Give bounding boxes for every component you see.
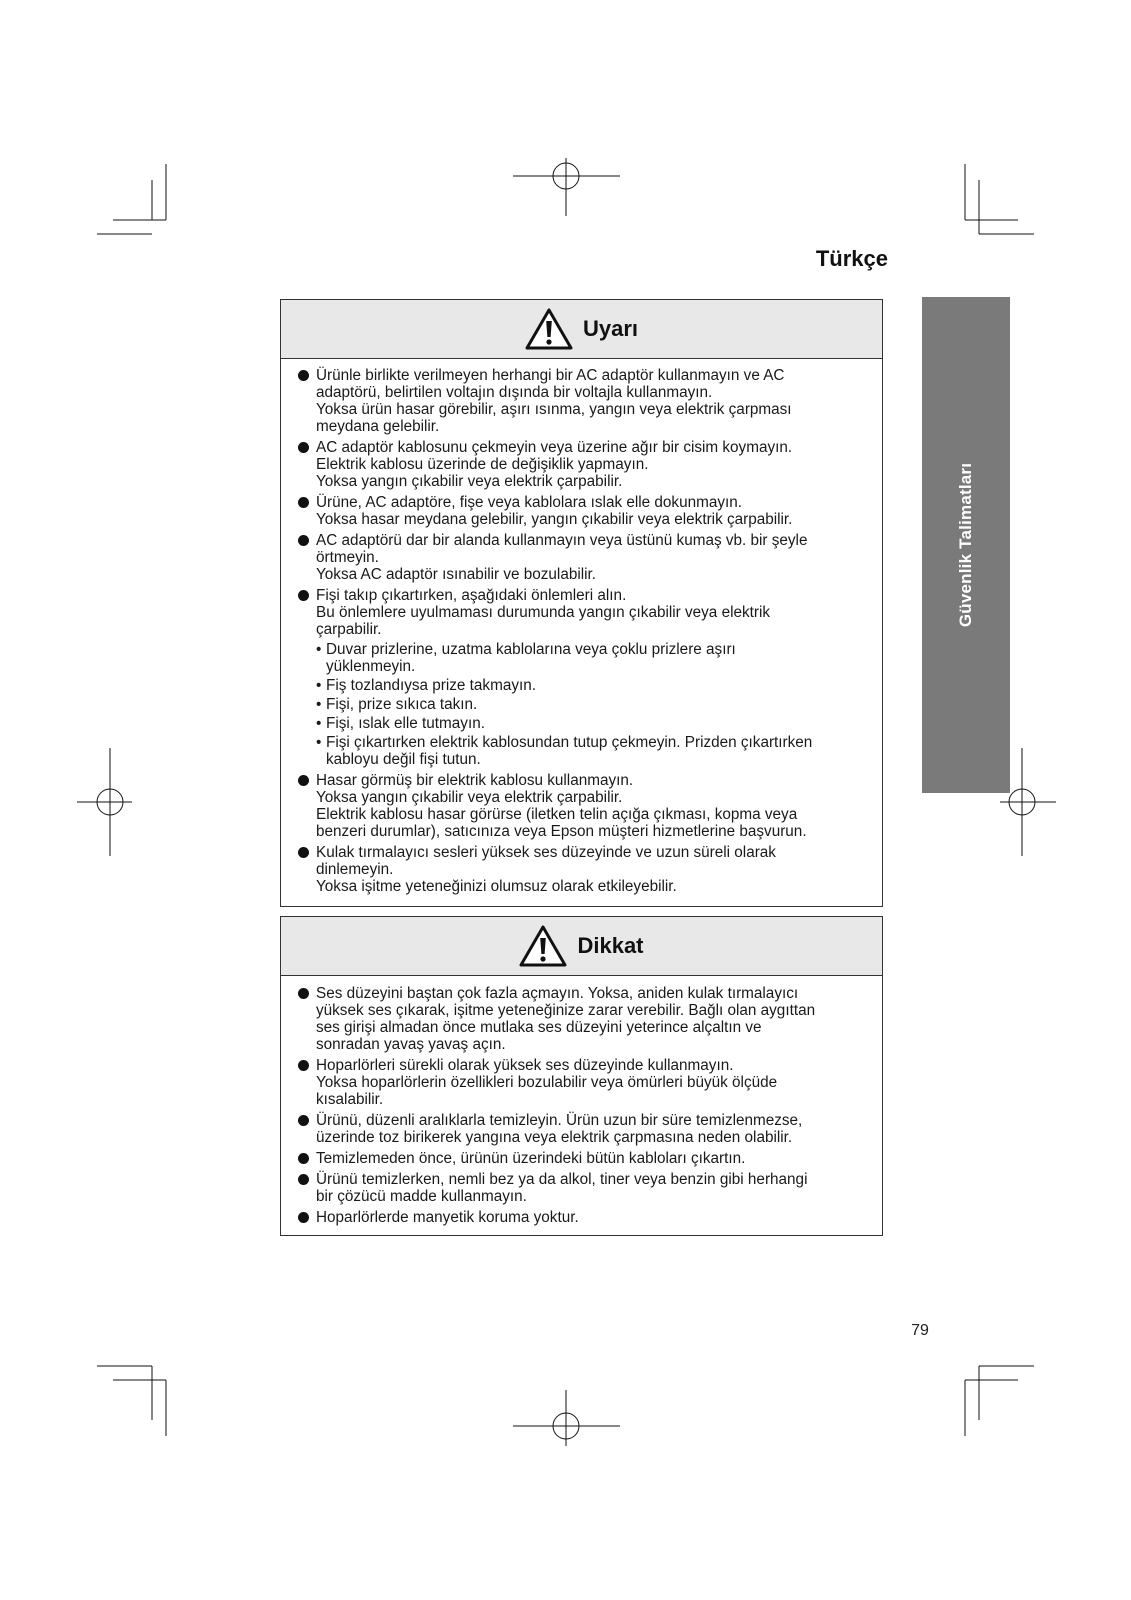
- warning-triangle-icon: [519, 924, 567, 968]
- warning-triangle-icon: [525, 307, 573, 351]
- item-text-line: Hoparlörlerde manyetik koruma yoktur.: [316, 1209, 579, 1226]
- list-item: [298, 985, 868, 1053]
- bullet-icon: [298, 847, 309, 858]
- registration-mark-icon: [513, 158, 620, 216]
- bullet-icon: [298, 590, 309, 601]
- bullet-icon: [298, 1153, 309, 1164]
- item-text-line: sonradan yavaş yavaş açın.: [316, 1036, 506, 1053]
- sub-item-text-line: Fişi çıkartırken elektrik kablosundan tutup çekmeyin. Prizden çıkartırken: [326, 734, 813, 751]
- caution-title: Dikkat: [577, 933, 644, 958]
- item-text-line: Yoksa hasar meydana gelebilir, yangın çıkabilir veya elektrik çarpabilir.: [316, 511, 793, 528]
- item-text-line: dinlemeyin.: [316, 861, 394, 878]
- bullet-icon: [298, 1115, 309, 1126]
- item-text-line: AC adaptörü dar bir alanda kullanmayın veya üstünü kumaş vb. bir şeyle: [316, 532, 808, 549]
- item-text-line: ses girişi almadan önce mutlaka ses düzeyini yeterince alçaltın ve: [316, 1019, 762, 1036]
- sub-item-text-line: Fişi, ıslak elle tutmayın.: [326, 715, 485, 732]
- sub-item-text-line: kabloyu değil fişi tutun.: [326, 751, 481, 768]
- small-bullet-icon: •: [316, 715, 322, 732]
- list-item: [298, 532, 868, 583]
- item-text-line: Kulak tırmalayıcı sesleri yüksek ses düzeyinde ve uzun süreli olarak: [316, 844, 776, 861]
- item-text-line: Yoksa işitme yeteneğinizi olumsuz olarak etkileyebilir.: [316, 878, 677, 895]
- caution-list: [281, 976, 882, 1226]
- bullet-icon: [298, 370, 309, 381]
- sub-list-item: [316, 696, 868, 713]
- item-text-line: örtmeyin.: [316, 549, 379, 566]
- sub-item-text-line: yüklenmeyin.: [326, 658, 416, 675]
- list-item: [298, 367, 868, 435]
- list-item: [298, 1112, 868, 1146]
- small-bullet-icon: •: [316, 677, 322, 694]
- item-text-line: Hoparlörleri sürekli olarak yüksek ses düzeyinde kullanmayın.: [316, 1057, 734, 1074]
- list-item: [298, 844, 868, 895]
- item-text-line: üzerinde toz birikerek yangına veya elektrik çarpmasına neden olabilir.: [316, 1129, 793, 1146]
- item-text-line: meydana gelebilir.: [316, 418, 440, 435]
- caution-box: [280, 916, 883, 1236]
- item-text-line: yüksek ses çıkarak, işitme yeteneğinize zarar verebilir. Bağlı olan aygıttan: [316, 1002, 816, 1019]
- list-item: [298, 1209, 868, 1226]
- language-title: Türkçe: [815, 246, 888, 271]
- item-text-line: Ürüne, AC adaptöre, fişe veya kablolara ıslak elle dokunmayın.: [316, 494, 742, 511]
- item-text-line: Temizlemeden önce, ürünün üzerindeki bütün kabloları çıkartın.: [316, 1150, 746, 1167]
- item-text-line: Yoksa yangın çıkabilir veya elektrik çarpabilir.: [316, 473, 623, 490]
- sub-list: [316, 641, 868, 768]
- bullet-icon: [298, 1212, 309, 1223]
- item-text-line: bir çözücü madde kullanmayın.: [316, 1188, 527, 1205]
- item-text-line: çarpabilir.: [316, 621, 382, 638]
- small-bullet-icon: •: [316, 641, 322, 658]
- item-text-line: adaptörü, belirtilen voltajın dışında bir voltajla kullanmayın.: [316, 384, 713, 401]
- item-text-line: kısalabilir.: [316, 1091, 384, 1108]
- warning-title: Uyarı: [582, 316, 639, 341]
- caution-header: [281, 917, 882, 976]
- registration-mark-icon: [513, 1390, 620, 1446]
- sub-list-item: [316, 641, 868, 675]
- list-item: [298, 772, 868, 840]
- item-text-line: Ürünü temizlerken, nemli bez ya da alkol, tiner veya benzin gibi herhangi: [316, 1171, 808, 1188]
- item-text-line: Yoksa yangın çıkabilir veya elektrik çarpabilir.: [316, 789, 623, 806]
- sub-item-text-line: Fişi, prize sıkıca takın.: [326, 696, 478, 713]
- item-text-line: Ürünle birlikte verilmeyen herhangi bir AC adaptör kullanmayın ve AC: [316, 367, 785, 384]
- item-text-line: Ses düzeyini baştan çok fazla açmayın. Yoksa, aniden kulak tırmalayıcı: [316, 985, 799, 1002]
- bullet-icon: [298, 535, 309, 546]
- bullet-icon: [298, 988, 309, 999]
- item-text-line: Ürünü, düzenli aralıklarla temizleyin. Ürün uzun bir süre temizlenmezse,: [316, 1112, 803, 1129]
- item-text-line: Yoksa ürün hasar görebilir, aşırı ısınma, yangın veya elektrik çarpması: [316, 401, 792, 418]
- bullet-icon: [298, 1060, 309, 1071]
- sub-item-text-line: Duvar prizlerine, uzatma kablolarına veya çoklu prizlere aşırı: [326, 641, 736, 658]
- sub-item-text-line: Fiş tozlandıysa prize takmayın.: [326, 677, 536, 694]
- item-text-line: benzeri durumlar), satıcınıza veya Epson müşteri hizmetlerine başvurun.: [316, 823, 807, 840]
- list-item: [298, 494, 868, 528]
- warning-box: [280, 299, 883, 907]
- item-text-line: AC adaptör kablosunu çekmeyin veya üzerine ağır bir cisim koymayın.: [316, 439, 793, 456]
- item-text-line: Fişi takıp çıkartırken, aşağıdaki önlemleri alın.: [316, 587, 627, 604]
- page-number: 79: [911, 1322, 929, 1339]
- item-text-line: Elektrik kablosu hasar görürse (iletken telin açığa çıkması, kopma veya: [316, 806, 798, 823]
- list-item: [298, 439, 868, 490]
- item-text-line: Elektrik kablosu üzerinde de değişiklik yapmayın.: [316, 456, 649, 473]
- item-text-line: Yoksa AC adaptör ısınabilir ve bozulabilir.: [316, 566, 597, 583]
- item-text-line: Yoksa hoparlörlerin özellikleri bozulabilir veya ömürleri büyük ölçüde: [316, 1074, 778, 1091]
- bullet-icon: [298, 442, 309, 453]
- item-text-line: Bu önlemlere uyulmaması durumunda yangın çıkabilir veya elektrik: [316, 604, 771, 621]
- side-tab-label: Güvenlik Talimatları: [956, 462, 975, 628]
- warning-header: [281, 300, 882, 359]
- sub-list-item: [316, 677, 868, 694]
- bullet-icon: [298, 1174, 309, 1185]
- list-item: [298, 1057, 868, 1108]
- small-bullet-icon: •: [316, 696, 322, 713]
- section-side-tab: [922, 297, 1010, 793]
- list-item: [298, 587, 868, 768]
- sub-list-item: [316, 715, 868, 732]
- list-item: [298, 1171, 868, 1205]
- bullet-icon: [298, 497, 309, 508]
- sub-list-item: [316, 734, 868, 768]
- warning-list: [281, 359, 882, 895]
- bullet-icon: [298, 775, 309, 786]
- item-text-line: Hasar görmüş bir elektrik kablosu kullanmayın.: [316, 772, 634, 789]
- small-bullet-icon: •: [316, 734, 322, 751]
- registration-mark-icon: [77, 748, 132, 856]
- list-item: [298, 1150, 868, 1167]
